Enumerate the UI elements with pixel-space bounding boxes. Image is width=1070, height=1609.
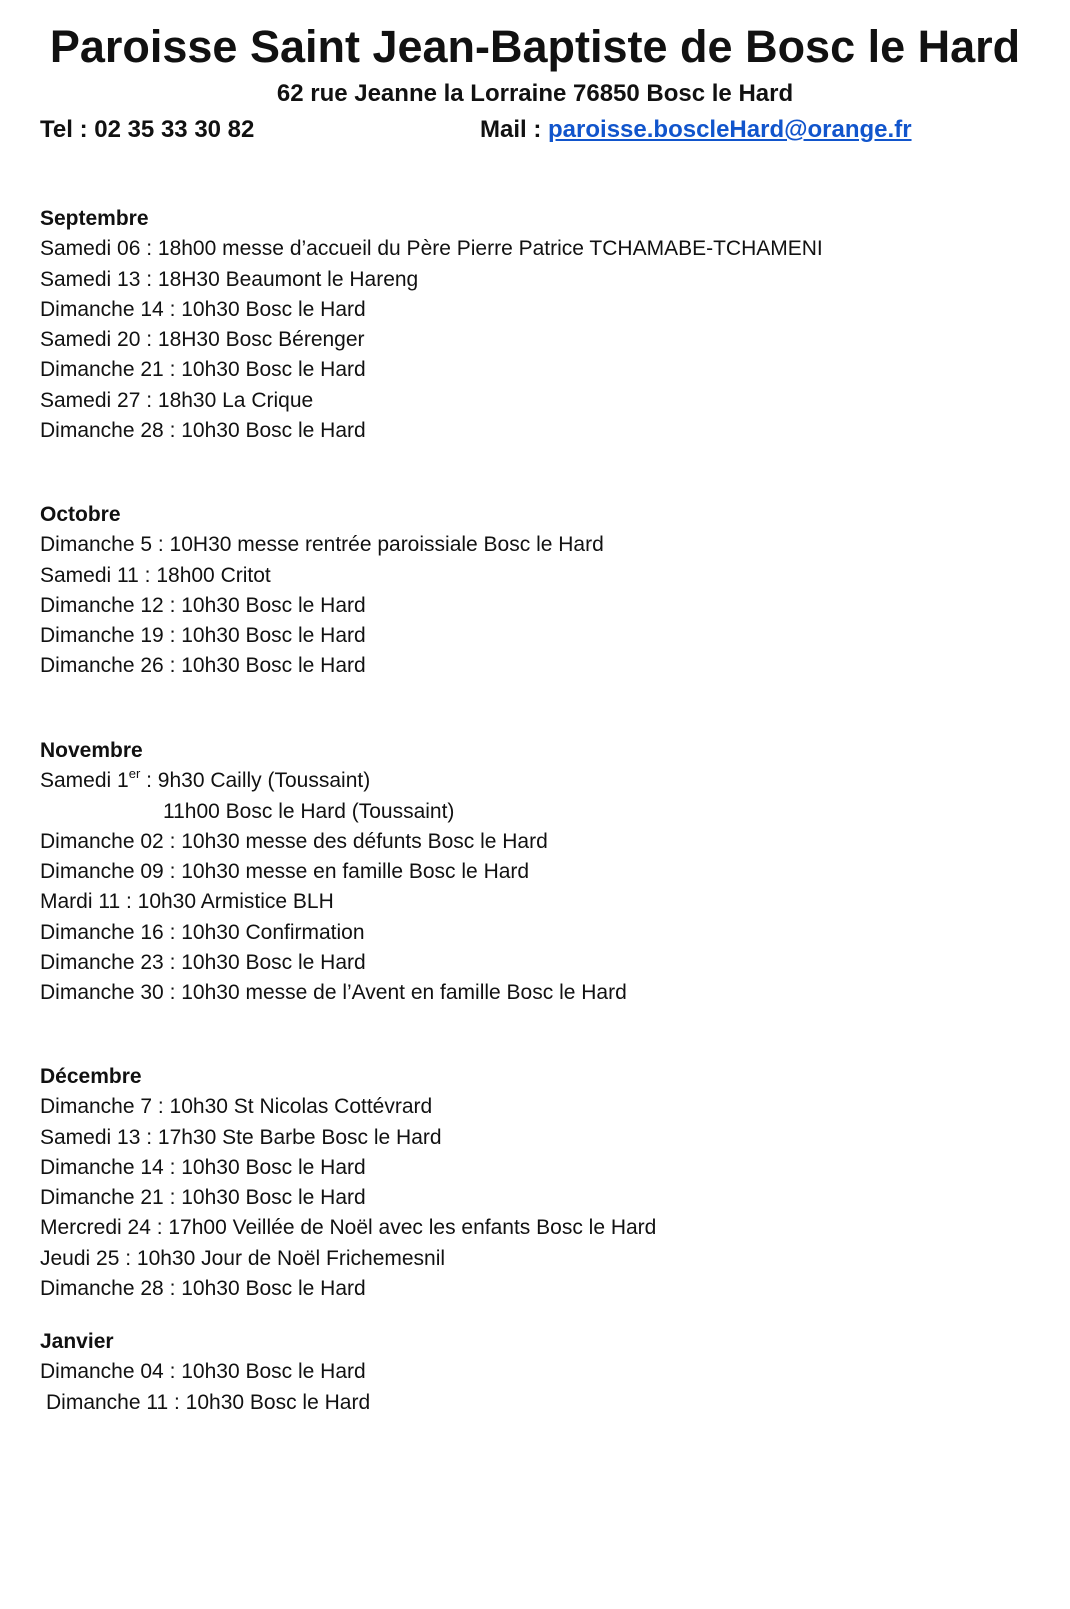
schedule-line: Mardi 11 : 10h30 Armistice BLH <box>40 890 334 914</box>
schedule-line: Dimanche 11 : 10h30 Bosc le Hard <box>46 1390 371 1414</box>
section-janvier <box>40 1327 370 1418</box>
schedule-line: Dimanche 16 : 10h30 Confirmation <box>40 920 365 944</box>
schedule-line: Jeudi 25 : 10h30 Jour de Noël Frichemesnil <box>40 1246 446 1270</box>
schedule-line: Samedi 27 : 18h30 La Crique <box>40 388 314 412</box>
schedule-line: Dimanche 5 : 10H30 messe rentrée paroissiale Bosc le Hard <box>40 533 604 557</box>
schedule-line: Dimanche 09 : 10h30 messe en famille Bosc le Hard <box>40 860 530 884</box>
page-title: Paroisse Saint Jean-Baptiste de Bosc le Hard <box>49 21 1021 72</box>
schedule-line: Dimanche 28 : 10h30 Bosc le Hard <box>40 1277 366 1301</box>
schedule-line: Samedi 13 : 17h30 Ste Barbe Bosc le Hard <box>40 1125 442 1149</box>
section-decembre <box>40 1062 656 1304</box>
schedule-line: Mercredi 24 : 17h00 Veillée de Noël avec les enfants Bosc le Hard <box>40 1216 657 1240</box>
schedule-line: Dimanche 21 : 10h30 Bosc le Hard <box>40 1186 366 1210</box>
schedule-prefix: Samedi 1 <box>40 769 129 793</box>
schedule-line: Dimanche 14 : 10h30 Bosc le Hard <box>40 297 366 321</box>
schedule-line: Samedi 20 : 18H30 Bosc Bérenger <box>40 328 365 352</box>
section-septembre <box>40 204 823 446</box>
month-heading: Janvier <box>40 1330 114 1353</box>
schedule-line: Samedi 06 : 18h00 messe d’accueil du Père Pierre Patrice TCHAMABE-TCHAMENI <box>40 237 823 261</box>
schedule-line: Dimanche 04 : 10h30 Bosc le Hard <box>40 1360 366 1384</box>
phone-number: Tel : 02 35 33 30 82 <box>40 116 255 143</box>
section-novembre <box>40 736 627 1009</box>
month-heading: Octobre <box>40 503 121 526</box>
schedule-line: Dimanche 12 : 10h30 Bosc le Hard <box>40 593 366 617</box>
schedule-line <box>40 766 627 796</box>
schedule-line: Dimanche 30 : 10h30 messe de l’Avent en famille Bosc le Hard <box>40 981 627 1005</box>
month-heading: Décembre <box>40 1065 142 1088</box>
schedule-line: Dimanche 23 : 10h30 Bosc le Hard <box>40 951 366 975</box>
ordinal-suffix: er <box>128 766 141 782</box>
mail-link[interactable]: paroisse.boscleHard@orange.fr <box>548 116 912 143</box>
mail-line <box>480 114 912 146</box>
schedule-line: Samedi 11 : 18h00 Critot <box>40 563 271 587</box>
parish-address: 62 rue Jeanne la Lorraine 76850 Bosc le Hard <box>276 80 794 107</box>
schedule-line: Dimanche 14 : 10h30 Bosc le Hard <box>40 1155 366 1179</box>
schedule-line: Dimanche 19 : 10h30 Bosc le Hard <box>40 624 366 648</box>
schedule-line: Dimanche 21 : 10h30 Bosc le Hard <box>40 358 366 382</box>
schedule-line: Dimanche 02 : 10h30 messe des défunts Bosc le Hard <box>40 829 548 853</box>
mail-label: Mail : <box>480 116 549 143</box>
month-heading: Novembre <box>40 739 143 762</box>
section-octobre <box>40 500 604 682</box>
schedule-line: Dimanche 28 : 10h30 Bosc le Hard <box>40 419 366 443</box>
schedule-line: Dimanche 26 : 10h30 Bosc le Hard <box>40 654 366 678</box>
schedule-line: Dimanche 7 : 10h30 St Nicolas Cottévrard <box>40 1095 433 1119</box>
schedule-line: 11h00 Bosc le Hard (Toussaint) <box>163 799 455 823</box>
schedule-rest: : 9h30 Cailly (Toussaint) <box>140 769 371 793</box>
schedule-line: Samedi 13 : 18H30 Beaumont le Hareng <box>40 267 419 291</box>
month-heading: Septembre <box>40 207 149 230</box>
